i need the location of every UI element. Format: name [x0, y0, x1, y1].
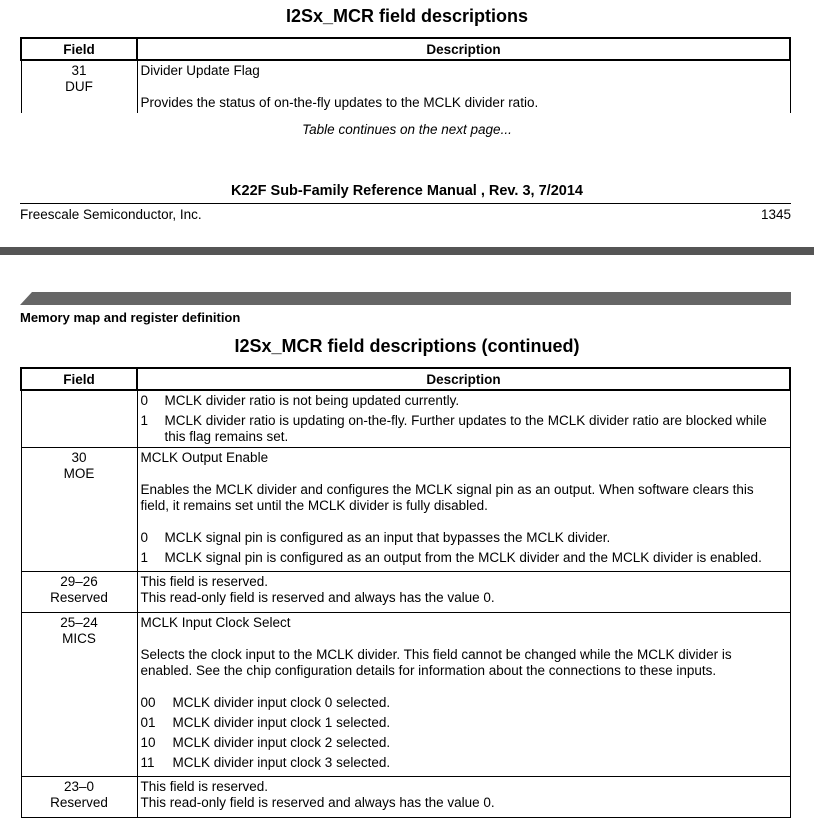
table-row-duf — [21, 60, 790, 113]
table-title-page1: I2Sx_MCR field descriptions — [285, 6, 529, 26]
value-row — [141, 550, 786, 566]
table-header-row — [21, 38, 790, 60]
section-label: Memory map and register definition — [20, 310, 241, 325]
field-bits: 29–26 — [60, 574, 98, 589]
field-bits: 25–24 — [60, 615, 98, 630]
value-row — [141, 735, 786, 751]
field-name: DUF — [65, 79, 93, 94]
field-name: Reserved — [50, 590, 108, 605]
field-paragraph: Provides the status of on-the-fly updates to the MCLK divider ratio. — [140, 95, 539, 110]
value-row — [141, 393, 786, 409]
table-row-moe — [21, 448, 790, 572]
description-cell — [137, 777, 790, 818]
table-row-reserved-23-0 — [21, 777, 790, 818]
table-row-duf-continued — [21, 390, 790, 448]
field-name: MICS — [62, 631, 96, 646]
description-cell — [137, 390, 790, 448]
value-code: 1 — [140, 413, 149, 428]
field-cell — [21, 572, 137, 613]
footer-manual-title: K22F Sub-Family Reference Manual , Rev. 3, 7/2014 — [231, 183, 583, 199]
header-description: Description — [137, 368, 790, 390]
field-bits: 23–0 — [63, 779, 95, 794]
reserved-line-2: This read-only field is reserved and always has the value 0. — [140, 795, 495, 810]
value-row — [141, 413, 786, 445]
value-row — [141, 695, 786, 711]
reserved-line-1: This field is reserved. — [140, 574, 269, 589]
footer-page-number: 1345 — [760, 207, 791, 222]
field-title: Divider Update Flag — [140, 63, 260, 78]
value-text: MCLK divider ratio is not being updated currently. — [164, 393, 460, 408]
value-text: MCLK divider input clock 3 selected. — [172, 755, 391, 770]
description-cell — [137, 60, 790, 113]
field-paragraph: Selects the clock input to the MCLK divider. This field cannot be changed while the MCLK divider is enabled. See the chip configuration details for information about the connections to these inputs. — [140, 647, 732, 678]
table-row-reserved-29-26 — [21, 572, 790, 613]
value-code: 0 — [140, 393, 149, 408]
value-text: MCLK divider input clock 2 selected. — [172, 735, 391, 750]
value-code: 0 — [140, 530, 149, 545]
field-cell — [21, 390, 137, 448]
value-code: 01 — [140, 715, 156, 730]
value-row — [141, 530, 786, 546]
value-text: MCLK divider input clock 0 selected. — [172, 695, 391, 710]
value-text: MCLK signal pin is configured as an output from the MCLK divider and the MCLK divider is enabled. — [164, 550, 762, 565]
field-title: MCLK Input Clock Select — [140, 615, 291, 630]
table-title-page2: I2Sx_MCR field descriptions (continued) — [234, 336, 580, 356]
field-descriptions-table-page1 — [20, 37, 791, 113]
field-descriptions-table-page2 — [20, 367, 791, 818]
field-bits: 30 — [71, 450, 87, 465]
header-field: Field — [21, 38, 137, 60]
value-row — [141, 755, 786, 771]
value-code: 10 — [140, 735, 156, 750]
page-separator — [0, 247, 814, 255]
reserved-line-1: This field is reserved. — [140, 779, 269, 794]
value-code: 00 — [140, 695, 156, 710]
field-cell — [21, 60, 137, 113]
section-header-bar — [20, 292, 791, 305]
value-code: 11 — [140, 755, 155, 770]
table-continuation-note: Table continues on the next page... — [302, 122, 512, 137]
field-bits: 31 — [71, 63, 87, 78]
header-field: Field — [21, 368, 137, 390]
field-cell — [21, 777, 137, 818]
table-row-mics — [21, 613, 790, 777]
header-description: Description — [137, 38, 790, 60]
description-cell — [137, 572, 790, 613]
value-text: MCLK signal pin is configured as an input that bypasses the MCLK divider. — [164, 530, 611, 545]
value-text: MCLK divider input clock 1 selected. — [172, 715, 391, 730]
field-cell — [21, 448, 137, 572]
value-code: 1 — [140, 550, 149, 565]
reserved-line-2: This read-only field is reserved and always has the value 0. — [140, 590, 495, 605]
field-paragraph: Enables the MCLK divider and configures the MCLK signal pin as an output. When software clears this field, it remains set until the MCLK divider is fully disabled. — [140, 482, 754, 513]
description-cell — [137, 613, 790, 777]
value-text: MCLK divider ratio is updating on-the-fly. Further updates to the MCLK divider ratio are blocked while this flag remains set. — [164, 413, 767, 444]
footer-company: Freescale Semiconductor, Inc. — [20, 207, 202, 222]
table-header-row — [21, 368, 790, 390]
field-title: MCLK Output Enable — [140, 450, 269, 465]
description-cell — [137, 448, 790, 572]
field-name: MOE — [63, 466, 95, 481]
footer-divider — [20, 203, 791, 204]
field-cell — [21, 613, 137, 777]
field-name: Reserved — [50, 795, 108, 810]
value-row — [141, 715, 786, 731]
